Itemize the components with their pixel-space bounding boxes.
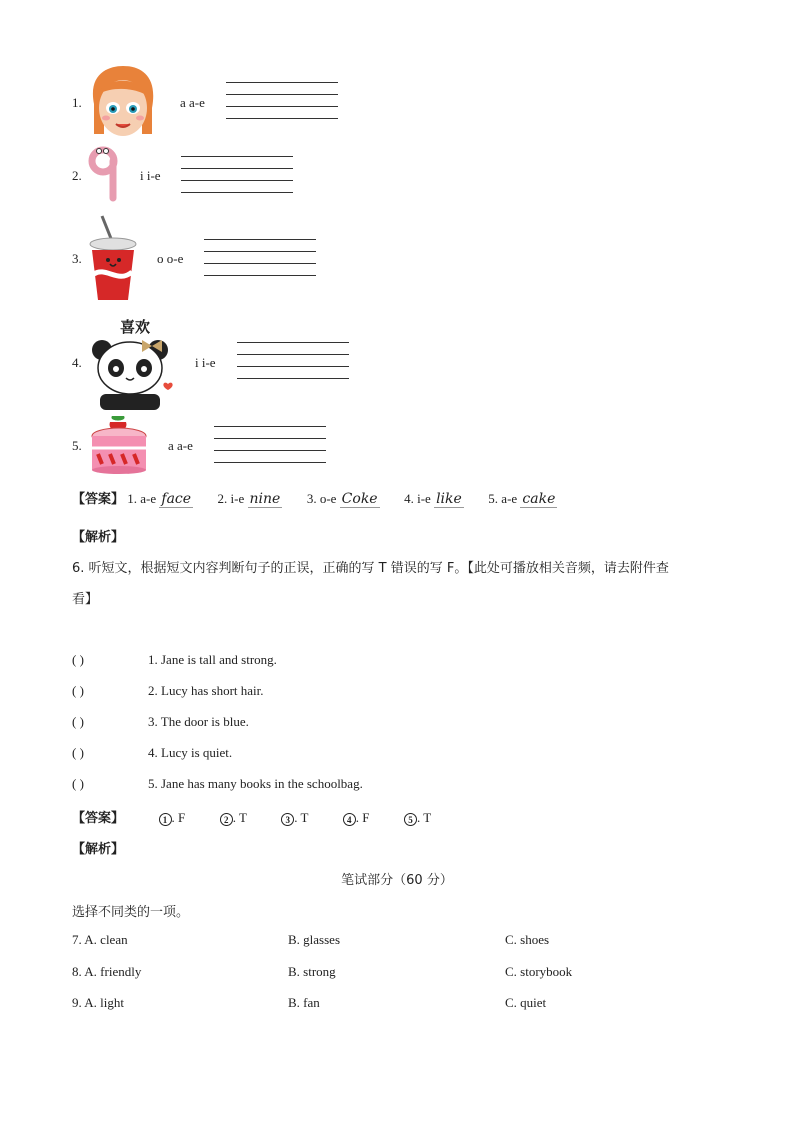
girl-face-picture: [86, 64, 160, 140]
option-b[interactable]: B. glasses: [288, 932, 340, 947]
tf-item-5: ( ) 5. Jane has many books in the schoolbag.: [72, 776, 363, 791]
option-b[interactable]: B. fan: [288, 995, 320, 1010]
item-3-writing-lines: [204, 239, 316, 287]
q6-instruction-cont: 看】: [72, 592, 99, 607]
item-5-sounds: a a-e: [168, 438, 193, 453]
answer-label: 【答案】: [72, 492, 125, 507]
item-2-writing-lines: [181, 156, 293, 204]
option-c[interactable]: C. quiet: [505, 995, 547, 1010]
item-1-sounds: a a-e: [180, 95, 205, 110]
cake-picture: [88, 414, 150, 474]
option-a[interactable]: 7. A. clean: [72, 932, 128, 947]
answer-blank[interactable]: ( ): [72, 745, 84, 760]
option-c[interactable]: C. storybook: [505, 964, 573, 979]
option-a[interactable]: 9. A. light: [72, 995, 125, 1010]
panda-picture: [86, 334, 176, 414]
answer-item: 2. i-e nine: [217, 491, 281, 507]
item-4-number: 4.: [72, 355, 82, 370]
item-4-sounds: i i-e: [195, 355, 216, 370]
answer-item: 4 . F: [343, 810, 370, 825]
tf-item-4: ( ) 4. Lucy is quiet.: [72, 745, 233, 760]
coke-cup-picture: [88, 214, 138, 304]
answer-item: 3. o-e Coke: [306, 491, 378, 507]
answer-blank[interactable]: ( ): [72, 652, 84, 667]
section-title: 笔试部分（60 分）: [341, 873, 453, 888]
answer-item: 3 . T: [281, 810, 308, 825]
nine-picture: [88, 146, 118, 202]
answer-item: 1 . F: [159, 810, 186, 825]
item-3-number: 3.: [72, 251, 82, 266]
answer-blank[interactable]: ( ): [72, 776, 84, 791]
item-1-number: 1.: [72, 95, 82, 110]
option-b[interactable]: B. strong: [288, 964, 336, 979]
item-1-writing-lines: [226, 82, 338, 130]
analysis-label-2: 【解析】: [72, 842, 125, 857]
answer-blank[interactable]: ( ): [72, 683, 84, 698]
analysis-label-1: 【解析】: [72, 530, 125, 545]
tf-item-3: ( ) 3. The door is blue.: [72, 714, 249, 729]
item-2-number: 2.: [72, 168, 82, 183]
choice-instruction: 选择不同类的一项。: [72, 905, 190, 920]
tf-item-2: ( ) 2. Lucy has short hair.: [72, 683, 264, 698]
panda-caption: 喜欢: [120, 318, 151, 336]
answer-2: [72, 807, 431, 826]
item-4-writing-lines: [237, 342, 349, 390]
option-a[interactable]: 8. A. friendly: [72, 964, 142, 979]
answer-item: 2 . T: [220, 810, 247, 825]
answer-item: 1. a-e face: [127, 491, 192, 507]
item-5-number: 5.: [72, 438, 82, 453]
option-c[interactable]: C. shoes: [505, 932, 550, 947]
item-2-sounds: i i-e: [140, 168, 161, 183]
answer-1: [72, 488, 557, 507]
item-5-writing-lines: [214, 426, 326, 474]
q6-instruction: 6. 听短文，根据短文内容判断句子的正误，正确的写 T 错误的写 F。【此处可播放相关音频，请去附件查: [72, 561, 669, 576]
answer-item: 5 . T: [404, 810, 431, 825]
tf-item-1: ( ) 1. Jane is tall and strong.: [72, 652, 277, 667]
answer-item: 4. i-e like: [404, 491, 462, 507]
item-3-sounds: o o-e: [157, 251, 184, 266]
answer-item: 5. a-e cake: [488, 491, 556, 507]
answer-blank[interactable]: ( ): [72, 714, 84, 729]
answer-label: 【答案】: [72, 811, 125, 826]
